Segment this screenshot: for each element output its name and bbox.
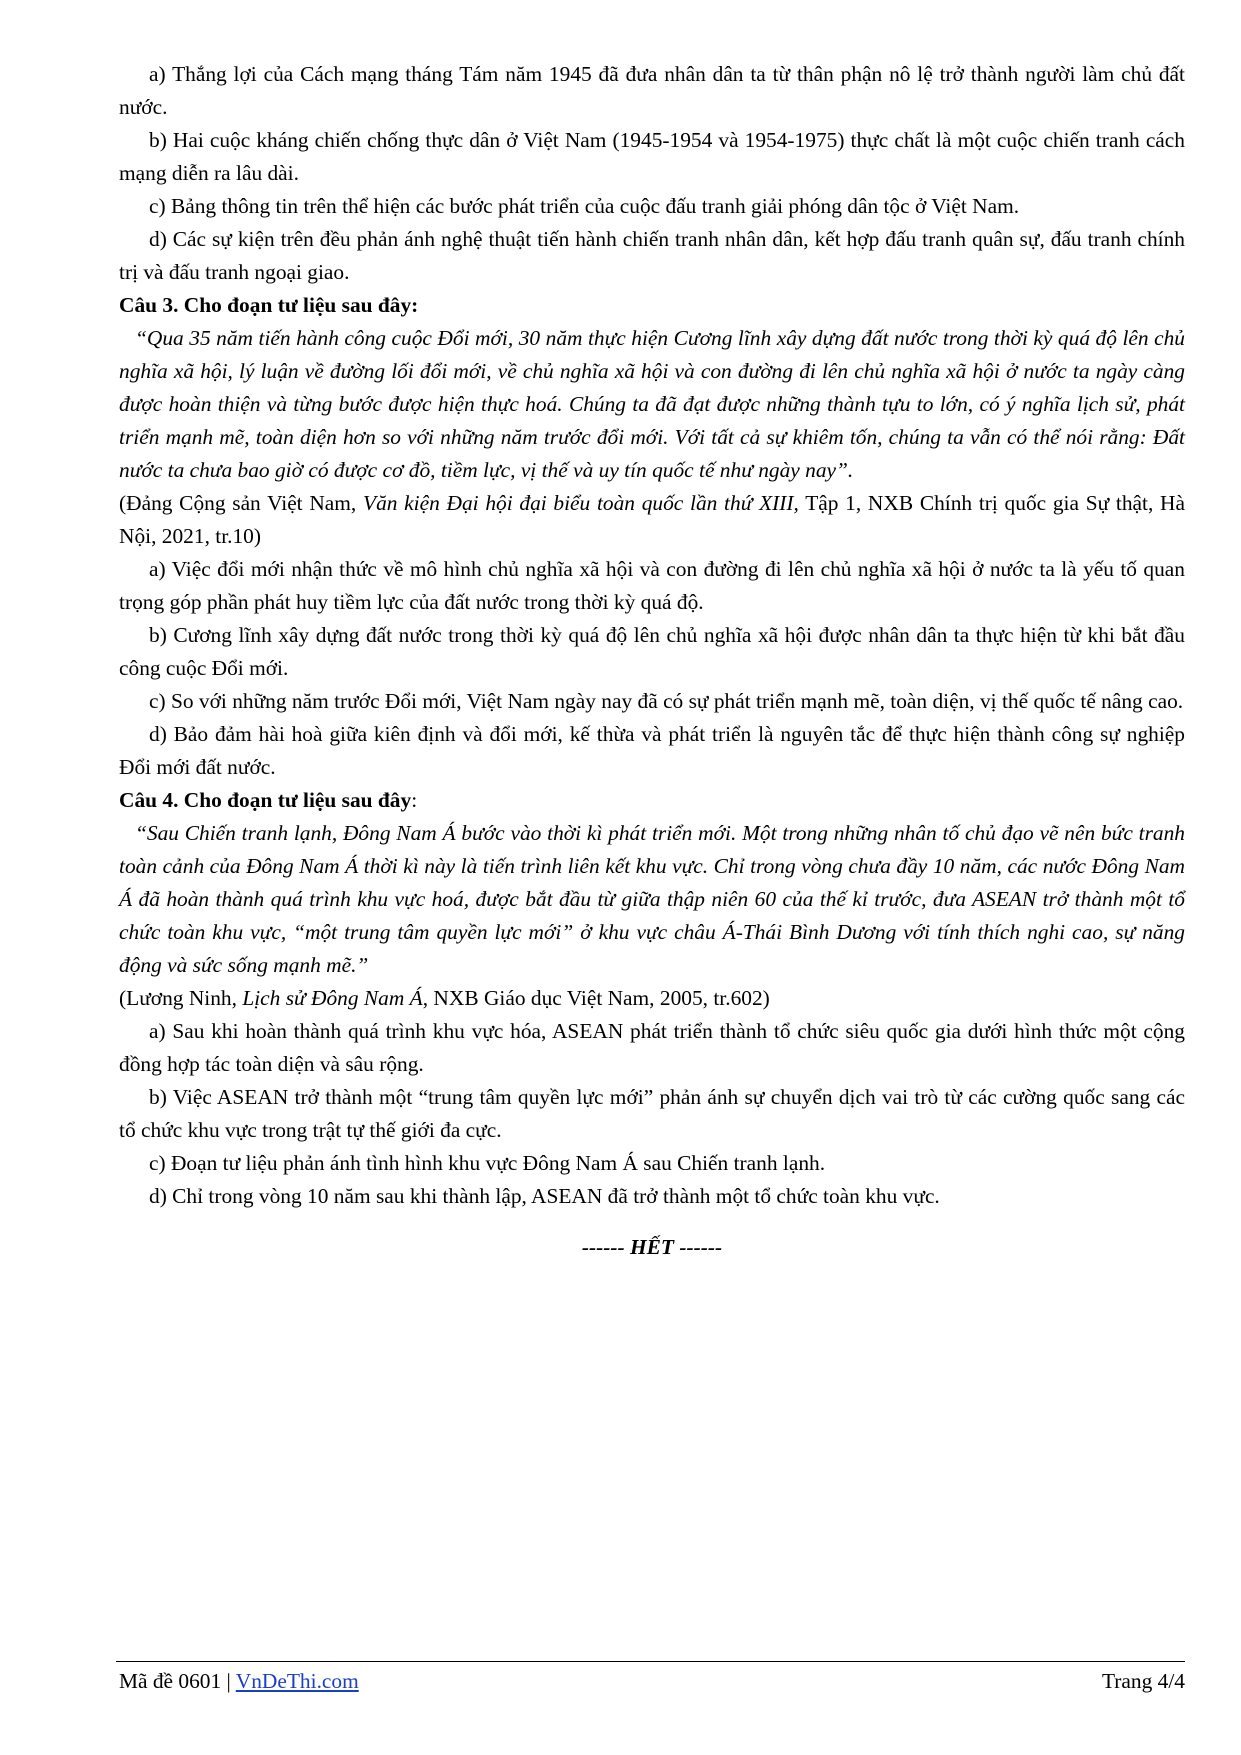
q3-option-b: b) Cương lĩnh xây dựng đất nước trong thời kỳ quá độ lên chủ nghĩa xã hội được nhân dân ta thực hiện từ khi bắt đầu công cuộc Đổi mới. bbox=[119, 623, 1185, 680]
q4-heading-text: Câu 4. Cho đoạn tư liệu sau đây bbox=[119, 788, 412, 812]
q3-source-suffix: Tập 1, NXB Chính trị quốc gia Sự thật, Hà Nội, 2021, tr.10) bbox=[119, 491, 1185, 548]
footer-code-text: Mã đề 0601 | bbox=[119, 1669, 236, 1693]
footer-page-number: Trang 4/4 bbox=[1101, 1669, 1185, 1693]
q3-source-title: Văn kiện Đại hội đại biểu toàn quốc lần thứ XIII, bbox=[363, 491, 799, 515]
q3-source-prefix: (Đảng Cộng sản Việt Nam, bbox=[119, 491, 363, 515]
q2-option-c: c) Bảng thông tin trên thể hiện các bước phát triển của cuộc đấu tranh giải phóng dân tộc ở Việt Nam. bbox=[149, 194, 1020, 218]
q2-option-b: b) Hai cuộc kháng chiến chống thực dân ở Việt Nam (1945-1954 và 1954-1975) thực chất là một cuộc chiến tranh cách mạng diễn ra lâu dài. bbox=[119, 128, 1185, 185]
q3-option-c: c) So với những năm trước Đổi mới, Việt Nam ngày nay đã có sự phát triển mạnh mẽ, toàn diện, vị thế quốc tế nâng cao. bbox=[149, 689, 1184, 713]
q4-source bbox=[119, 982, 1185, 1015]
q3-heading: Câu 3. Cho đoạn tư liệu sau đây: bbox=[119, 293, 419, 317]
q4-heading-colon: : bbox=[411, 788, 418, 812]
end-mark: ------ HẾT ------ bbox=[581, 1235, 723, 1259]
q4-source-suffix: , NXB Giáo dục Việt Nam, 2005, tr.602) bbox=[422, 986, 770, 1010]
page-footer bbox=[119, 1666, 1185, 1696]
q3-quote: “Qua 35 năm tiến hành công cuộc Đổi mới, 30 năm thực hiện Cương lĩnh xây dựng đất nước trong thời kỳ quá độ lên chủ nghĩa xã hội, lý luận về đường lối đổi mới, về chủ nghĩa xã hội và con đường đi lên chủ nghĩa xã hội ở nước ta ngày càng được hoàn thiện và từng bước được hiện thực hoá. Chúng ta đã đạt được những thành tựu to lớn, có ý nghĩa lịch sử, phát triển mạnh mẽ, toàn diện hơn so với những năm trước đổi mới. Với tất cả sự khiêm tốn, chúng ta vẫn có thể nói rằng: Đất nước ta chưa bao giờ có được cơ đồ, tiềm lực, vị thế và uy tín quốc tế như ngày nay”. bbox=[119, 326, 1185, 482]
footer-divider bbox=[116, 1661, 1185, 1662]
q2-option-a: a) Thắng lợi của Cách mạng tháng Tám năm 1945 đã đưa nhân dân ta từ thân phận nô lệ trở thành người làm chủ đất nước. bbox=[119, 62, 1185, 119]
q3-source bbox=[119, 487, 1185, 553]
q4-option-d: d) Chỉ trong vòng 10 năm sau khi thành lập, ASEAN đã trở thành một tổ chức toàn khu vực. bbox=[149, 1184, 940, 1208]
page-content bbox=[119, 58, 1185, 1264]
q4-quote: “Sau Chiến tranh lạnh, Đông Nam Á bước vào thời kì phát triển mới. Một trong những nhân tố chủ đạo vẽ nên bức tranh toàn cảnh của Đông Nam Á thời kì này là tiến trình liên kết khu vực. Chỉ trong vòng chưa đầy 10 năm, các nước Đông Nam Á đã hoàn thành quá trình khu vực hoá, được bắt đầu từ giữa thập niên 60 của thế kỉ trước, đưa ASEAN trở thành một tổ chức toàn khu vực, “một trung tâm quyền lực mới” ở khu vực châu Á-Thái Bình Dương với tính thích nghi cao, sự năng động và sức sống mạnh mẽ.” bbox=[119, 821, 1185, 977]
q4-source-prefix: (Lương Ninh, bbox=[119, 986, 243, 1010]
q3-option-d: d) Bảo đảm hài hoà giữa kiên định và đổi mới, kế thừa và phát triển là nguyên tắc để thực hiện thành công sự nghiệp Đổi mới đất nước. bbox=[119, 722, 1185, 779]
q4-heading bbox=[119, 784, 1185, 817]
q2-option-d: d) Các sự kiện trên đều phản ánh nghệ thuật tiến hành chiến tranh nhân dân, kết hợp đấu tranh quân sự, đấu tranh chính trị và đấu tranh ngoại giao. bbox=[119, 227, 1185, 284]
q3-option-a: a) Việc đổi mới nhận thức về mô hình chủ nghĩa xã hội và con đường đi lên chủ nghĩa xã hội ở nước ta là yếu tố quan trọng góp phần phát huy tiềm lực của đất nước trong thời kỳ quá độ. bbox=[119, 557, 1185, 614]
q4-option-c: c) Đoạn tư liệu phản ánh tình hình khu vực Đông Nam Á sau Chiến tranh lạnh. bbox=[149, 1151, 826, 1175]
footer-exam-code bbox=[119, 1666, 359, 1696]
q4-source-title: Lịch sử Đông Nam Á bbox=[242, 986, 423, 1010]
q4-option-a: a) Sau khi hoàn thành quá trình khu vực hóa, ASEAN phát triển thành tổ chức siêu quốc gia dưới hình thức một cộng đồng hợp tác toàn diện và sâu rộng. bbox=[119, 1019, 1185, 1076]
q4-option-b: b) Việc ASEAN trở thành một “trung tâm quyền lực mới” phản ánh sự chuyển dịch vai trò từ các cường quốc sang các tổ chức khu vực trong trật tự thế giới đa cực. bbox=[119, 1085, 1185, 1142]
footer-site-link[interactable]: VnDeThi.com bbox=[235, 1669, 359, 1693]
